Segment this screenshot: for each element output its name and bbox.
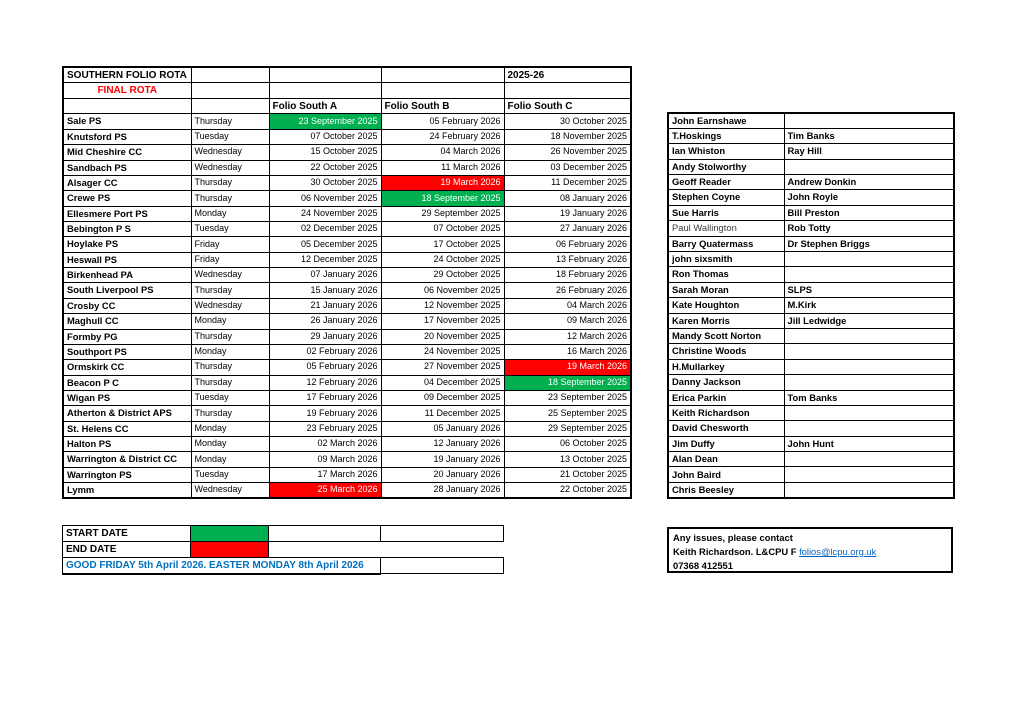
empty-cell (269, 67, 381, 83)
day-cell: Friday (191, 237, 269, 252)
contact-partner-cell: Tim Banks (784, 128, 954, 143)
folio-c-date-cell: 21 October 2025 (504, 467, 631, 482)
folio-a-date-cell: 21 January 2026 (269, 298, 381, 313)
venue-cell: Sandbach PS (63, 160, 191, 175)
folio-c-date-cell: 12 March 2026 (504, 329, 631, 344)
day-cell: Monday (191, 314, 269, 329)
contact-partner-cell: John Hunt (784, 436, 954, 451)
start-date-label: START DATE (63, 526, 191, 542)
day-cell: Thursday (191, 191, 269, 206)
contacts-table (667, 112, 955, 499)
contact-partner-cell (784, 328, 954, 343)
contact-partner-cell: M.Kirk (784, 298, 954, 313)
folio-b-date-cell: 19 January 2026 (381, 452, 504, 467)
folio-a-date-cell: 26 January 2026 (269, 314, 381, 329)
folio-b-date-cell: 05 February 2026 (381, 114, 504, 129)
empty-cell (269, 526, 381, 542)
contact-partner-cell (784, 359, 954, 374)
contact-name-cell: David Chesworth (668, 421, 784, 436)
contact-partner-cell (784, 482, 954, 497)
end-date-label: END DATE (63, 542, 191, 558)
folio-b-date-cell: 06 November 2025 (381, 283, 504, 298)
venue-cell: South Liverpool PS (63, 283, 191, 298)
folio-a-date-cell: 15 January 2026 (269, 283, 381, 298)
empty-cell (191, 67, 269, 83)
day-cell: Friday (191, 252, 269, 267)
venue-cell: Wigan PS (63, 390, 191, 405)
venue-cell: Heswall PS (63, 252, 191, 267)
folio-b-date-cell: 18 September 2025 (381, 191, 504, 206)
folio-a-date-cell: 07 October 2025 (269, 129, 381, 144)
contact-row (668, 252, 954, 267)
empty-cell (381, 83, 504, 99)
rota-row (63, 437, 631, 452)
folio-b-date-cell: 29 October 2025 (381, 268, 504, 283)
contact-row (668, 205, 954, 220)
folio-a-date-cell: 17 March 2026 (269, 467, 381, 482)
rota-row (63, 129, 631, 144)
folio-a-date-cell: 07 January 2026 (269, 268, 381, 283)
day-cell: Thursday (191, 283, 269, 298)
folio-c-date-cell: 13 February 2026 (504, 252, 631, 267)
rota-row (63, 160, 631, 175)
folio-c-date-cell: 25 September 2025 (504, 406, 631, 421)
folio-c-date-cell: 26 February 2026 (504, 283, 631, 298)
venue-cell: Warrington & District CC (63, 452, 191, 467)
contact-name-cell: Ian Whiston (668, 144, 784, 159)
folio-c-date-cell: 04 March 2026 (504, 298, 631, 313)
venue-cell: Sale PS (63, 114, 191, 129)
folio-a-date-cell: 19 February 2026 (269, 406, 381, 421)
contact-row (668, 405, 954, 420)
contact-partner-cell: Dr Stephen Briggs (784, 236, 954, 251)
venue-cell: Ellesmere Port PS (63, 206, 191, 221)
contact-name-cell: Alan Dean (668, 452, 784, 467)
column-header-row (63, 98, 631, 114)
folio-b-date-cell: 17 October 2025 (381, 237, 504, 252)
folio-b-date-cell: 19 March 2026 (381, 175, 504, 190)
folio-south-a-header: Folio South A (269, 98, 381, 114)
day-cell: Monday (191, 421, 269, 436)
contact-partner-cell: Andrew Donkin (784, 175, 954, 190)
folio-c-date-cell: 22 October 2025 (504, 483, 631, 498)
venue-cell: Hoylake PS (63, 237, 191, 252)
folio-c-date-cell: 18 September 2025 (504, 375, 631, 390)
day-cell: Monday (191, 452, 269, 467)
contact-row (668, 375, 954, 390)
folio-b-date-cell: 09 December 2025 (381, 390, 504, 405)
folio-c-date-cell: 23 September 2025 (504, 390, 631, 405)
contact-partner-cell: Jill Ledwidge (784, 313, 954, 328)
contact-partner-cell: Bill Preston (784, 205, 954, 220)
folio-b-date-cell: 24 October 2025 (381, 252, 504, 267)
folio-b-date-cell: 11 December 2025 (381, 406, 504, 421)
rota-row (63, 298, 631, 313)
contact-name-cell: Chris Beesley (668, 482, 784, 497)
end-date-value-cell (191, 542, 269, 558)
contact-row (668, 390, 954, 405)
venue-cell: Beacon P C (63, 375, 191, 390)
contact-row (668, 282, 954, 297)
day-cell: Wednesday (191, 483, 269, 498)
day-cell: Monday (191, 437, 269, 452)
contact-name-cell: Paul Wallington (668, 221, 784, 236)
folio-a-date-cell: 02 March 2026 (269, 437, 381, 452)
contact-partner-cell (784, 405, 954, 420)
rota-row (63, 390, 631, 405)
end-date-row (63, 542, 504, 558)
empty-cell (381, 558, 504, 574)
rota-row (63, 483, 631, 498)
folio-south-c-header: Folio South C (504, 98, 631, 114)
contact-partner-cell: Ray Hill (784, 144, 954, 159)
day-cell: Tuesday (191, 129, 269, 144)
folio-a-date-cell: 23 February 2025 (269, 421, 381, 436)
empty-cell (504, 83, 631, 99)
contact-name-cell: Kate Houghton (668, 298, 784, 313)
folio-c-date-cell: 03 December 2025 (504, 160, 631, 175)
venue-cell: Mid Cheshire CC (63, 145, 191, 160)
folio-c-date-cell: 19 January 2026 (504, 206, 631, 221)
rota-row (63, 375, 631, 390)
contact-row (668, 175, 954, 190)
contact-partner-cell (784, 467, 954, 482)
contact-row (668, 467, 954, 482)
rota-row (63, 237, 631, 252)
folio-a-date-cell: 15 October 2025 (269, 145, 381, 160)
venue-cell: Southport PS (63, 344, 191, 359)
day-cell: Tuesday (191, 467, 269, 482)
venue-cell: Birkenhead PA (63, 268, 191, 283)
contact-row (668, 344, 954, 359)
day-cell: Monday (191, 206, 269, 221)
folio-c-date-cell: 06 October 2025 (504, 437, 631, 452)
folio-b-date-cell: 27 November 2025 (381, 360, 504, 375)
folio-a-date-cell: 02 February 2026 (269, 344, 381, 359)
contact-box (667, 527, 953, 573)
contact-partner-cell (784, 159, 954, 174)
day-cell: Thursday (191, 360, 269, 375)
contact-name-cell: Sue Harris (668, 205, 784, 220)
rota-row (63, 175, 631, 190)
contact-name-cell: Geoff Reader (668, 175, 784, 190)
rota-row (63, 221, 631, 236)
contact-partner-cell (784, 452, 954, 467)
contact-name-cell: Erica Parkin (668, 390, 784, 405)
empty-cell (269, 542, 381, 558)
folio-a-date-cell: 25 March 2026 (269, 483, 381, 498)
contact-name-cell: H.Mullarkey (668, 359, 784, 374)
folio-a-date-cell: 05 December 2025 (269, 237, 381, 252)
folio-c-date-cell: 06 February 2026 (504, 237, 631, 252)
folio-c-date-cell: 19 March 2026 (504, 360, 631, 375)
rota-row (63, 329, 631, 344)
contact-name-cell: John Baird (668, 467, 784, 482)
folio-a-date-cell: 06 November 2025 (269, 191, 381, 206)
contact-row (668, 144, 954, 159)
contact-name-cell: John Earnshawe (668, 113, 784, 128)
contact-person-name: Keith Richardson. L&CPU F (673, 546, 800, 557)
holiday-note: GOOD FRIDAY 5th April 2026. EASTER MONDAY 8th April 2026 (63, 558, 381, 574)
folio-c-date-cell: 18 November 2025 (504, 129, 631, 144)
contact-name-cell: Stephen Coyne (668, 190, 784, 205)
contact-row (668, 159, 954, 174)
contact-row (668, 313, 954, 328)
rota-row (63, 268, 631, 283)
empty-cell (381, 67, 504, 83)
contact-name-cell: Danny Jackson (668, 375, 784, 390)
venue-cell: Knutsford PS (63, 129, 191, 144)
day-cell: Wednesday (191, 145, 269, 160)
day-cell: Tuesday (191, 221, 269, 236)
holiday-note-row (63, 558, 504, 574)
folio-a-date-cell: 12 December 2025 (269, 252, 381, 267)
venue-cell: Bebington P S (63, 221, 191, 236)
venue-cell: Ormskirk CC (63, 360, 191, 375)
contact-row (668, 128, 954, 143)
folio-a-date-cell: 24 November 2025 (269, 206, 381, 221)
contact-partner-cell: Rob Totty (784, 221, 954, 236)
venue-cell: St. Helens CC (63, 421, 191, 436)
folio-c-date-cell: 18 February 2026 (504, 268, 631, 283)
empty-cell (269, 83, 381, 99)
rota-row (63, 452, 631, 467)
folio-c-date-cell: 26 November 2025 (504, 145, 631, 160)
contact-row (668, 328, 954, 343)
empty-cell (381, 526, 504, 542)
rota-row (63, 360, 631, 375)
rota-row (63, 206, 631, 221)
venue-cell: Maghull CC (63, 314, 191, 329)
subtitle-row (63, 83, 631, 99)
day-cell: Thursday (191, 329, 269, 344)
contact-row (668, 452, 954, 467)
contact-row (668, 236, 954, 251)
contact-row (668, 267, 954, 282)
empty-cell (191, 98, 269, 114)
empty-cell (191, 83, 269, 99)
title-row (63, 67, 631, 83)
contact-partner-cell: SLPS (784, 282, 954, 297)
folio-a-date-cell: 23 September 2025 (269, 114, 381, 129)
contact-row (668, 421, 954, 436)
venue-cell: Crewe PS (63, 191, 191, 206)
folio-c-date-cell: 16 March 2026 (504, 344, 631, 359)
venue-cell: Lymm (63, 483, 191, 498)
rota-row (63, 114, 631, 129)
folio-b-date-cell: 20 November 2025 (381, 329, 504, 344)
contact-row (668, 359, 954, 374)
contact-name-cell: Sarah Moran (668, 282, 784, 297)
folio-b-date-cell: 24 November 2025 (381, 344, 504, 359)
day-cell: Wednesday (191, 268, 269, 283)
folio-c-date-cell: 08 January 2026 (504, 191, 631, 206)
contact-partner-cell (784, 113, 954, 128)
venue-cell: Crosby CC (63, 298, 191, 313)
contact-partner-cell (784, 344, 954, 359)
venue-cell: Halton PS (63, 437, 191, 452)
folio-c-date-cell: 27 January 2026 (504, 221, 631, 236)
contact-row (668, 436, 954, 451)
contact-name-cell: Barry Quatermass (668, 236, 784, 251)
empty-cell (63, 98, 191, 114)
contact-row (668, 190, 954, 205)
contact-name-cell: Mandy Scott Norton (668, 328, 784, 343)
folio-a-date-cell: 17 February 2026 (269, 390, 381, 405)
folio-b-date-cell: 20 January 2026 (381, 467, 504, 482)
folio-b-date-cell: 04 December 2025 (381, 375, 504, 390)
contact-partner-cell (784, 421, 954, 436)
day-cell: Tuesday (191, 390, 269, 405)
folio-b-date-cell: 05 January 2026 (381, 421, 504, 436)
contact-email-link[interactable]: folios@lcpu.org.uk (799, 546, 877, 557)
contact-partner-cell (784, 375, 954, 390)
contact-name-cell: Keith Richardson (668, 405, 784, 420)
contact-partner-cell (784, 252, 954, 267)
folio-a-date-cell: 05 February 2026 (269, 360, 381, 375)
rota-row (63, 467, 631, 482)
rota-row (63, 344, 631, 359)
contact-name-cell: Andy Stolworthy (668, 159, 784, 174)
rota-row (63, 191, 631, 206)
start-date-row (63, 526, 504, 542)
folio-c-date-cell: 29 September 2025 (504, 421, 631, 436)
venue-cell: Formby PG (63, 329, 191, 344)
rota-table (62, 66, 632, 499)
rota-row (63, 406, 631, 421)
contact-box-email-line (673, 545, 947, 559)
day-cell: Thursday (191, 375, 269, 390)
day-cell: Thursday (191, 406, 269, 421)
folio-a-date-cell: 02 December 2025 (269, 221, 381, 236)
folio-b-date-cell: 28 January 2026 (381, 483, 504, 498)
folio-b-date-cell: 24 February 2026 (381, 129, 504, 144)
day-cell: Thursday (191, 114, 269, 129)
folio-a-date-cell: 09 March 2026 (269, 452, 381, 467)
contact-row (668, 482, 954, 497)
venue-cell: Warrington PS (63, 467, 191, 482)
contact-name-cell: Karen Morris (668, 313, 784, 328)
empty-cell (381, 542, 504, 558)
rota-row (63, 314, 631, 329)
folio-a-date-cell: 12 February 2026 (269, 375, 381, 390)
folio-c-date-cell: 09 March 2026 (504, 314, 631, 329)
contact-phone: 07368 412551 (673, 560, 733, 571)
folio-b-date-cell: 29 September 2025 (381, 206, 504, 221)
contact-partner-cell (784, 267, 954, 282)
page-title: SOUTHERN FOLIO ROTA (63, 67, 191, 83)
folio-b-date-cell: 04 March 2026 (381, 145, 504, 160)
folio-b-date-cell: 11 March 2026 (381, 160, 504, 175)
folio-c-date-cell: 11 December 2025 (504, 175, 631, 190)
rota-row (63, 252, 631, 267)
contact-partner-cell: John Royle (784, 190, 954, 205)
folio-c-date-cell: 13 October 2025 (504, 452, 631, 467)
day-cell: Wednesday (191, 160, 269, 175)
season-label: 2025-26 (504, 67, 631, 83)
venue-cell: Alsager CC (63, 175, 191, 190)
day-cell: Thursday (191, 175, 269, 190)
folio-b-date-cell: 17 November 2025 (381, 314, 504, 329)
date-range-table (62, 525, 504, 575)
contact-partner-cell: Tom Banks (784, 390, 954, 405)
contact-name-cell: Jim Duffy (668, 436, 784, 451)
contact-name-cell: Ron Thomas (668, 267, 784, 282)
contact-name-cell: Christine Woods (668, 344, 784, 359)
rota-row (63, 283, 631, 298)
folio-c-date-cell: 30 October 2025 (504, 114, 631, 129)
folio-a-date-cell: 30 October 2025 (269, 175, 381, 190)
venue-cell: Atherton & District APS (63, 406, 191, 421)
folio-south-b-header: Folio South B (381, 98, 504, 114)
contact-name-cell: john sixsmith (668, 252, 784, 267)
rota-row (63, 421, 631, 436)
start-date-value-cell (191, 526, 269, 542)
contact-row (668, 298, 954, 313)
folio-b-date-cell: 12 November 2025 (381, 298, 504, 313)
contact-row (668, 221, 954, 236)
folio-a-date-cell: 29 January 2026 (269, 329, 381, 344)
folio-b-date-cell: 07 October 2025 (381, 221, 504, 236)
folio-b-date-cell: 12 January 2026 (381, 437, 504, 452)
final-rota-label: FINAL ROTA (63, 83, 191, 99)
day-cell: Wednesday (191, 298, 269, 313)
day-cell: Monday (191, 344, 269, 359)
contact-row (668, 113, 954, 128)
contact-box-intro: Any issues, please contact (673, 532, 793, 543)
rota-row (63, 145, 631, 160)
contact-name-cell: T.Hoskings (668, 128, 784, 143)
folio-a-date-cell: 22 October 2025 (269, 160, 381, 175)
